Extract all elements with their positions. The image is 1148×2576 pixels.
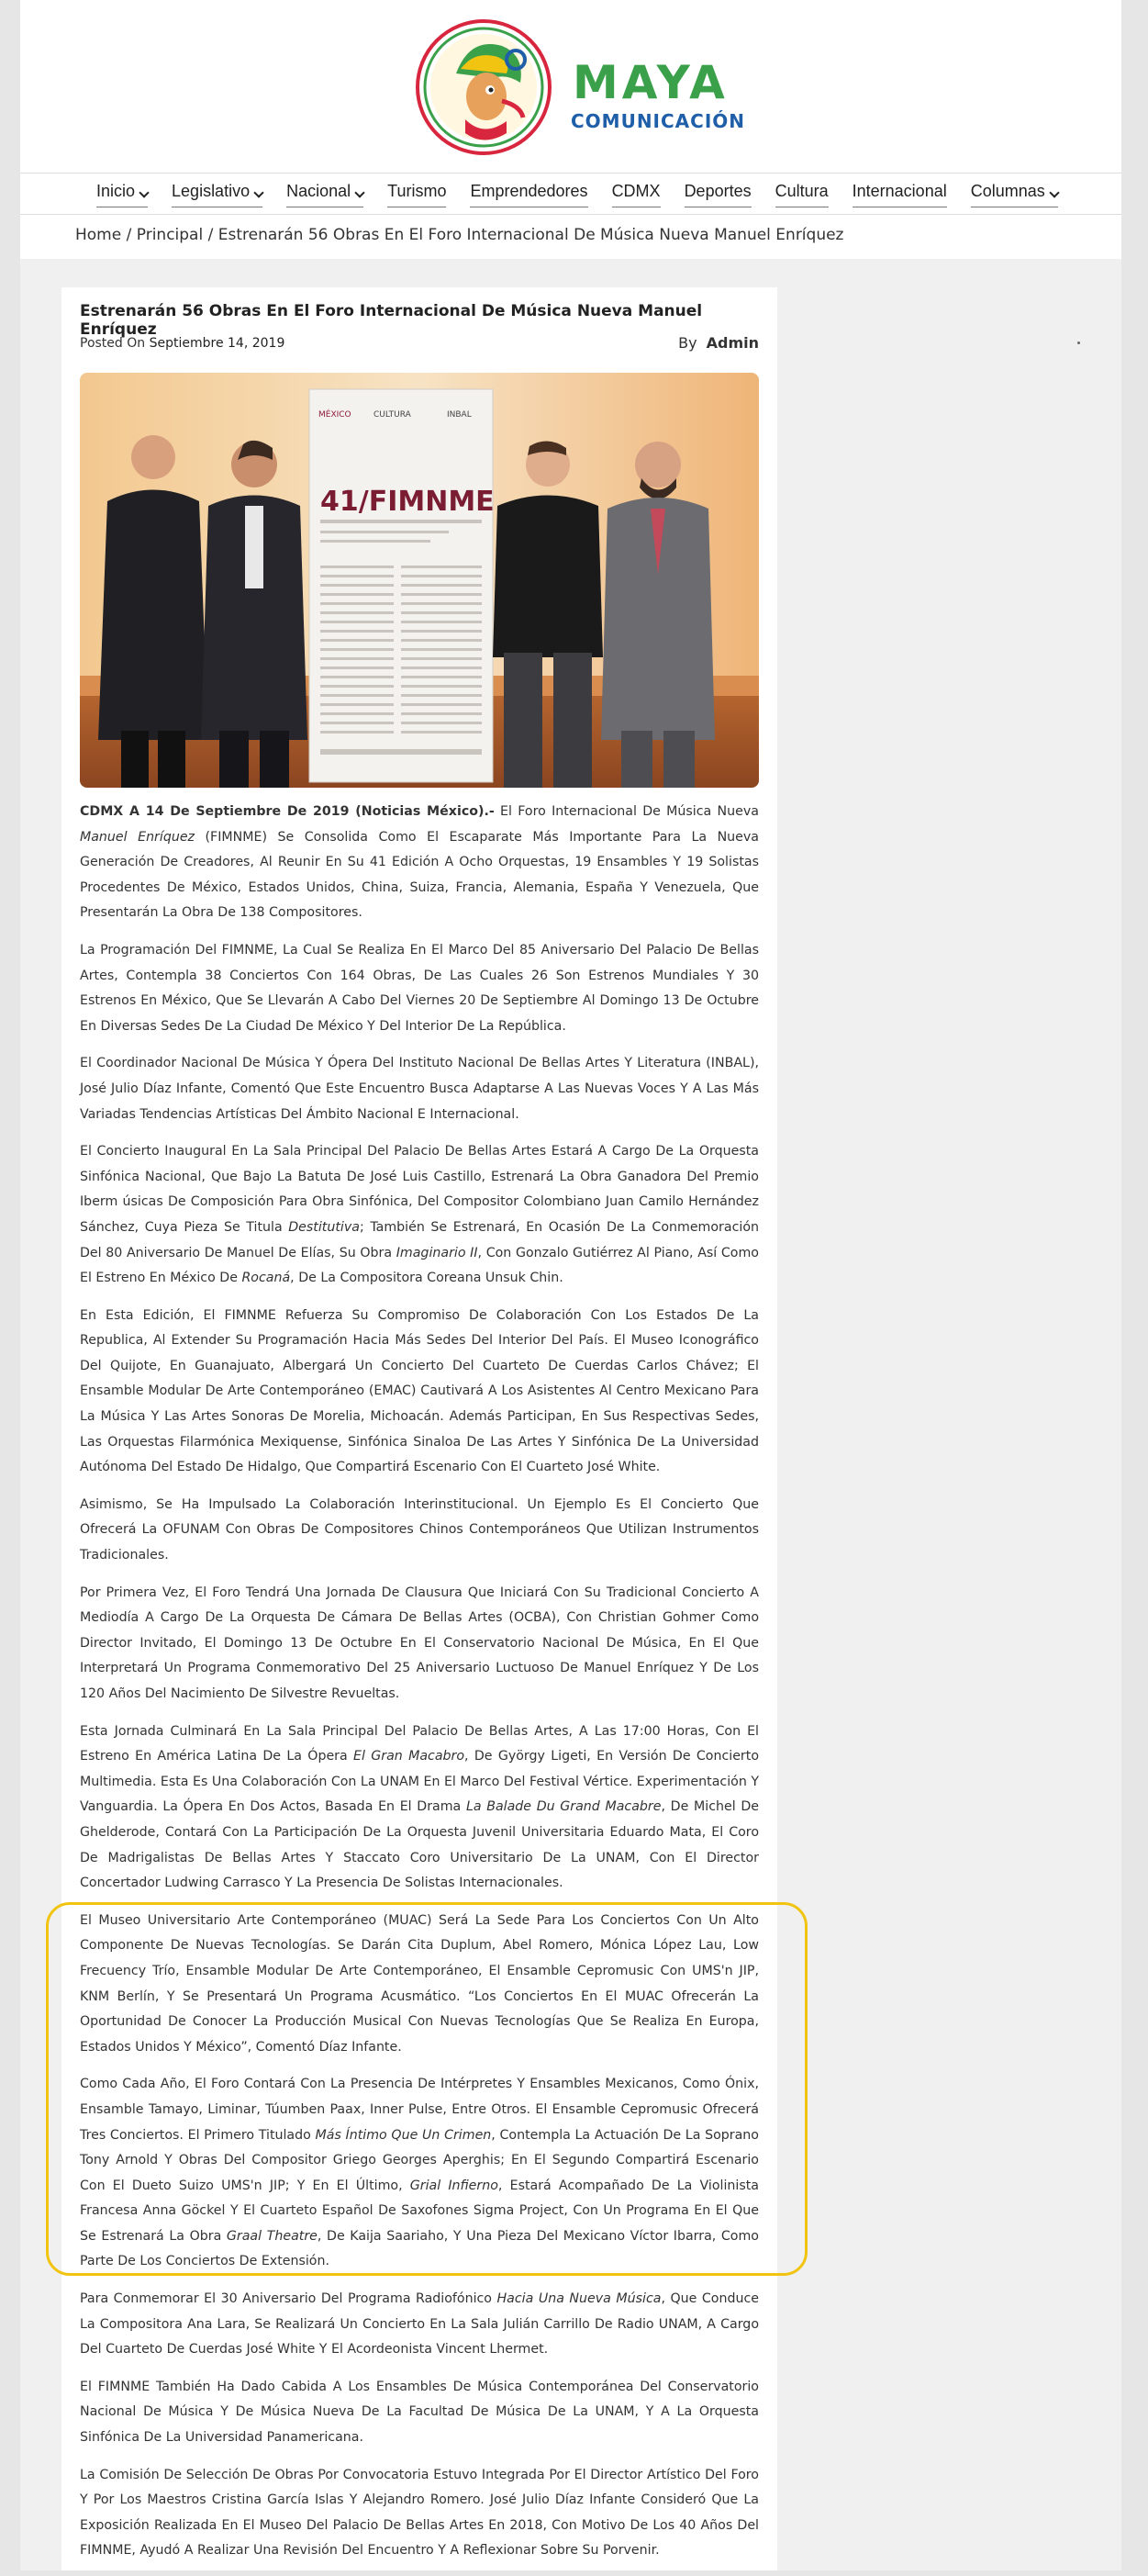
nav-item-label: Cultura xyxy=(775,182,829,207)
paragraph-text: El Concierto Inaugural En La Sala Principal Del Palacio De Bellas Artes Estará A Cargo De La Orquesta Sinfónica Nacional, Que Bajo La Batuta De José Luis Castillo, Estrenará La Obra Ganadora Del Premio Iberm úsicas De Composición Para Obra Sinfónica, Del Compositor Colombiano Juan Camilo Hernández Sánchez, Cuya Pieza Se Titula xyxy=(80,1144,759,1235)
article-paragraph: El FIMNME También Ha Dado Cabida A Los Ensambles De Música Contemporánea Del Conservatorio Nacional De Música Y De Música Nueva De La Facultad De Música De La UNAM, Y A La Orquesta Sinfónica De La Universidad Panamericana. xyxy=(80,2379,759,2446)
article-paragraph xyxy=(80,2287,759,2363)
chevron-down-icon xyxy=(139,187,149,197)
paragraph-text: Como Cada Año, El Foro Contará Con La Presencia De Intérpretes Y Ensambles Mexicanos, Como Ónix, Ensamble Tamayo, Liminar, Túumben Paax, Inner Pulse, Entre Otros. El Ensamble Cepromusic Ofrecerá Tres Conciertos. El Primero Titulado xyxy=(80,2077,759,2143)
paragraph-text: , Estará Acompañado De La Violinista Francesa Anna Göckel Y El Cuarteto Español De Saxofones Sigma Project, Con Un Programa En El Que Se Estrenará La Obra xyxy=(80,2178,759,2244)
article-paragraph: El Coordinador Nacional De Música Y Ópera Del Instituto Nacional De Bellas Artes Y Literatura (INBAL), José Julio Díaz Infante, Comentó Que Este Encuentro Busca Adaptarse A Las Nuevas Voces Y A Las Más Variadas Tendencias Artísticas Del Ámbito Nacional E Internacional. xyxy=(80,1056,759,1122)
chevron-down-icon xyxy=(253,187,263,197)
breadcrumb-home[interactable]: Home xyxy=(75,226,122,244)
nav-item-label: Internacional xyxy=(853,182,947,207)
paragraph-text: , Con Gonzalo Gutiérrez Al Piano, Así Como El Estreno En México De xyxy=(80,1245,759,1286)
by-label: By xyxy=(678,334,697,352)
chevron-down-icon xyxy=(1049,187,1059,197)
breadcrumb-current: Estrenarán 56 Obras En El Foro Internacional De Música Nueva Manuel Enríquez xyxy=(217,226,844,244)
site-logo[interactable] xyxy=(415,18,745,161)
nav-item-cultura[interactable] xyxy=(763,174,841,216)
posted-on-label: Posted On xyxy=(80,336,150,351)
nav-item-label: Turismo xyxy=(387,182,446,207)
emphasis-text: Hacia Una Nueva Música xyxy=(496,2291,662,2307)
main-nav xyxy=(20,173,1121,215)
article-byline xyxy=(678,334,759,352)
paragraph-text: , Que Conduce La Compositora Ana Lara, Se Realizará Un Concierto En La Sala Julián Carrillo De Radio UNAM, A Cargo Del Cuarteto De Cuerdas José White Y El Acordeonista Vincent Lhermet. xyxy=(80,2291,759,2358)
article-photo-image xyxy=(80,373,759,788)
paragraph-text: Esta Jornada Culminará En La Sala Principal Del Palacio De Bellas Artes, A Las 17:00 Horas, Con El Estreno En América Latina De La Ópera xyxy=(80,1723,759,1764)
article-title: Estrenarán 56 Obras En El Foro Internacional De Música Nueva Manuel Enríquez xyxy=(80,302,703,339)
paragraph-text: , De György Ligeti, En Versión De Concierto Multimedia. Esta Es Una Colaboración Con La UNAM En El Marco Del Festival Vértice. Experimentación Y Vanguardia. La Ópera En Dos Actos, Basada En El Drama xyxy=(80,1749,759,1815)
breadcrumb-category[interactable]: Principal xyxy=(136,226,204,244)
emphasis-text: Grial Infierno xyxy=(409,2178,498,2193)
emphasis-text: Más Íntimo Que Un Crimen xyxy=(315,2127,492,2143)
nav-item-deportes[interactable] xyxy=(673,174,763,216)
article-paragraph xyxy=(80,2072,759,2275)
paragraph-text: , De Kaija Saariaho, Y Una Pieza Del Mexicano Víctor Ibarra, Como Parte De Los Conciertos De Extensión. xyxy=(80,2228,759,2269)
emphasis-text: La Balade Du Grand Macabre xyxy=(465,1799,662,1815)
article-card xyxy=(61,287,777,2570)
article-meta xyxy=(80,336,759,351)
article-author[interactable]: Admin xyxy=(706,334,759,352)
logo-subtitle: COMUNICACIÓN xyxy=(571,110,746,132)
logo-wordmark: MAYA xyxy=(573,56,729,109)
chevron-down-icon xyxy=(354,187,364,197)
article-paragraph: La Programación Del FIMNME, La Cual Se Realiza En El Marco Del 85 Aniversario Del Palacio De Bellas Artes, Contempla 38 Conciertos Con 164 Obras, De Las Cuales 26 Son Estrenos Mundiales Y 30 Estrenos En México, Que Se Llevarán A Cabo Del Viernes 20 De Septiembre Al Domingo 13 De Octubre En Diversas Sedes De La Ciudad De México Y Del Interior De La República. xyxy=(80,942,759,1034)
nav-item-columnas[interactable] xyxy=(959,174,1070,216)
poster-org-3: INBAL xyxy=(447,410,472,420)
breadcrumb xyxy=(75,226,843,244)
paragraph-text: , Contempla La Actuación De La Soprano Tony Arnold Y Obras Del Compositor Griego Georges Aperghis; En El Segundo Compartirá Escenario Con El Dueto Suizo UMS'n JIP; Y En El Último, xyxy=(80,2127,759,2193)
paragraph-text: , De La Compositora Coreana Unsuk Chin. xyxy=(290,1271,563,1286)
breadcrumb-bar xyxy=(20,215,1121,259)
paragraph-text: El Foro Internacional De Música Nueva xyxy=(494,804,759,819)
nav-item-label: Legislativo xyxy=(172,182,262,207)
sidebar-marker xyxy=(1077,342,1080,344)
nav-item-inicio[interactable] xyxy=(84,174,160,216)
poster-org-1: MÉXICO xyxy=(318,410,351,420)
breadcrumb-separator: / xyxy=(203,226,218,244)
poster-org-2: CULTURA xyxy=(373,410,411,420)
poster-headline: 41/FIMNME xyxy=(320,486,495,518)
nav-item-turismo[interactable] xyxy=(375,174,458,216)
article-paragraph xyxy=(80,1719,759,1897)
nav-item-internacional[interactable] xyxy=(841,174,959,216)
paragraph-text: , De Michel De Ghelderode, Contará Con La Participación De La Orquesta Juvenil Universitaria Eduardo Mata, El Coro De Madrigalistas De Bellas Artes Y Staccato Coro Universitario De La UNAM, Con El Director Concertador Ludwing Carrasco Y La Presencia De Solistas Internacionales. xyxy=(80,1799,759,1891)
nav-item-label: Emprendedores xyxy=(470,182,587,207)
site-header xyxy=(20,0,1121,173)
emphasis-text: Rocaná xyxy=(241,1271,291,1286)
maya-mascot-icon xyxy=(415,18,552,156)
nav-item-legislativo[interactable] xyxy=(160,174,274,216)
nav-item-label: CDMX xyxy=(612,182,661,207)
article-paragraph: El Museo Universitario Arte Contemporáneo (MUAC) Será La Sede Para Los Conciertos Con Un Alto Componente De Nuevas Tecnologías. Se Darán Cita Duplum, Abel Romero, Mónica López Lau, Low Frecuency Trío, Ensamble Modular De Arte Contemporáneo, El Ensamble Cepromusic Con UMS'n JIP, KNM Berlín, Y Se Presentará Un Programa Acusmático. “Los Conciertos En El MUAC Ofrecerán La Oportunidad De Conocer La Producción Musical Con Nuevas Tecnologías Que Se Realiza En Europa, Estados Unidos Y México”, Comentó Díaz Infante. xyxy=(80,1912,759,2055)
nav-item-nacional[interactable] xyxy=(274,174,375,216)
nav-item-label: Inicio xyxy=(96,182,148,207)
article-paragraph: Asimismo, Se Ha Impulsado La Colaboración Interinstitucional. Un Ejemplo Es El Concierto Que Ofrecerá La OFUNAM Con Obras De Compositores Chinos Contemporáneos Que Utilizan Instrumentos Tradicionales. xyxy=(80,1496,759,1563)
nav-item-label: Deportes xyxy=(685,182,752,207)
article-paragraph: Por Primera Vez, El Foro Tendrá Una Jornada De Clausura Que Iniciará Con Su Tradicional Concierto A Mediodía A Cargo De La Orquesta De Cámara De Bellas Artes (OCBA), Con Christian Gohmer Como Director Invitado, El Domingo 13 De Octubre En El Conservatorio Nacional De Música, En El Que Interpretará Un Programa Conmemorativo Del 25 Aniversario Luctuoso De Manuel Enríquez Y De Los 120 Años Del Nacimiento De Silvestre Revueltas. xyxy=(80,1585,759,1701)
emphasis-text: Imaginario II xyxy=(396,1245,478,1260)
article-paragraph: En Esta Edición, El FIMNME Refuerza Su Compromiso De Colaboración Con Los Estados De La Republica, Al Extender Su Programación Hacia Más Sedes Del Interior Del País. El Museo Iconográfico Del Quijote, En Guanajuato, Albergará Un Concierto Del Cuarteto De Cuerdas Carlos Chávez; El Ensamble Modular De Arte Contemporáneo (EMAC) Cautivará A Los Asistentes Al Centro Mexicano Para La Música Y Las Artes Sonoras De Morelia, Michoacán. Además Participan, En Sus Respectivas Sedes, Las Orquestas Filarmónica Mexiquense, Sinfónica Sinaloa De Las Artes Y Sinfónica De La Universidad Autónoma Del Estado De Hidalgo, Que Compartirá Escenario Con El Cuarteto José White. xyxy=(80,1307,759,1475)
breadcrumb-separator: / xyxy=(121,226,137,244)
nav-item-emprendedores[interactable] xyxy=(458,174,599,216)
paragraph-text: Para Conmemorar El 30 Aniversario Del Programa Radiofónico xyxy=(80,2291,497,2307)
article-paragraph xyxy=(80,1139,759,1292)
nav-item-label: Nacional xyxy=(286,182,363,207)
article-photo xyxy=(80,373,759,788)
nav-item-label: Columnas xyxy=(971,182,1058,207)
emphasis-text: Manuel Enríquez xyxy=(80,829,195,845)
emphasis-text: Destitutiva xyxy=(288,1219,360,1235)
article-body xyxy=(80,800,759,2576)
article-lead: CDMX A 14 De Septiembre De 2019 (Noticias México).- xyxy=(80,804,495,819)
paragraph-text: (FIMNME) Se Consolida Como El Escaparate Más Importante Para La Nueva Generación De Creadores, Al Reunir En Su 41 Edición A Ocho Orquestas, 19 Ensambles Y 19 Solistas Procedentes De México, Estados Unidos, China, Suiza, Francia, Alemania, España Y Venezuela, Que Presentarán La Obra De 138 Compositores. xyxy=(80,829,759,921)
emphasis-text: El Gran Macabro xyxy=(353,1749,465,1764)
nav-list xyxy=(84,174,1070,216)
emphasis-text: Graal Theatre xyxy=(226,2228,318,2244)
article-date[interactable]: Septiembre 14, 2019 xyxy=(149,336,285,351)
article-paragraph: La Comisión De Selección De Obras Por Convocatoria Estuvo Integrada Por El Director Artístico Del Foro Y Por Los Maestros Cristina García Islas Y Alejandro Romero. José Julio Díaz Infante Consideró Que La Exposición Realizada En El Museo Del Palacio De Bellas Artes En 2018, Con Motivo De Los 40 Años Del FIMNME, Ayudó A Realizar Una Revisión Del Encuentro Y A Reflexionar Sobre Su Porvenir. xyxy=(80,2467,759,2559)
page xyxy=(20,0,1121,2570)
nav-item-cdmx[interactable] xyxy=(600,174,673,216)
paragraph-text: ; También Se Estrenará, En Ocasión De La Conmemoración Del 80 Aniversario De Manuel De Elías, Su Obra xyxy=(80,1219,759,1260)
article-paragraph xyxy=(80,800,759,926)
